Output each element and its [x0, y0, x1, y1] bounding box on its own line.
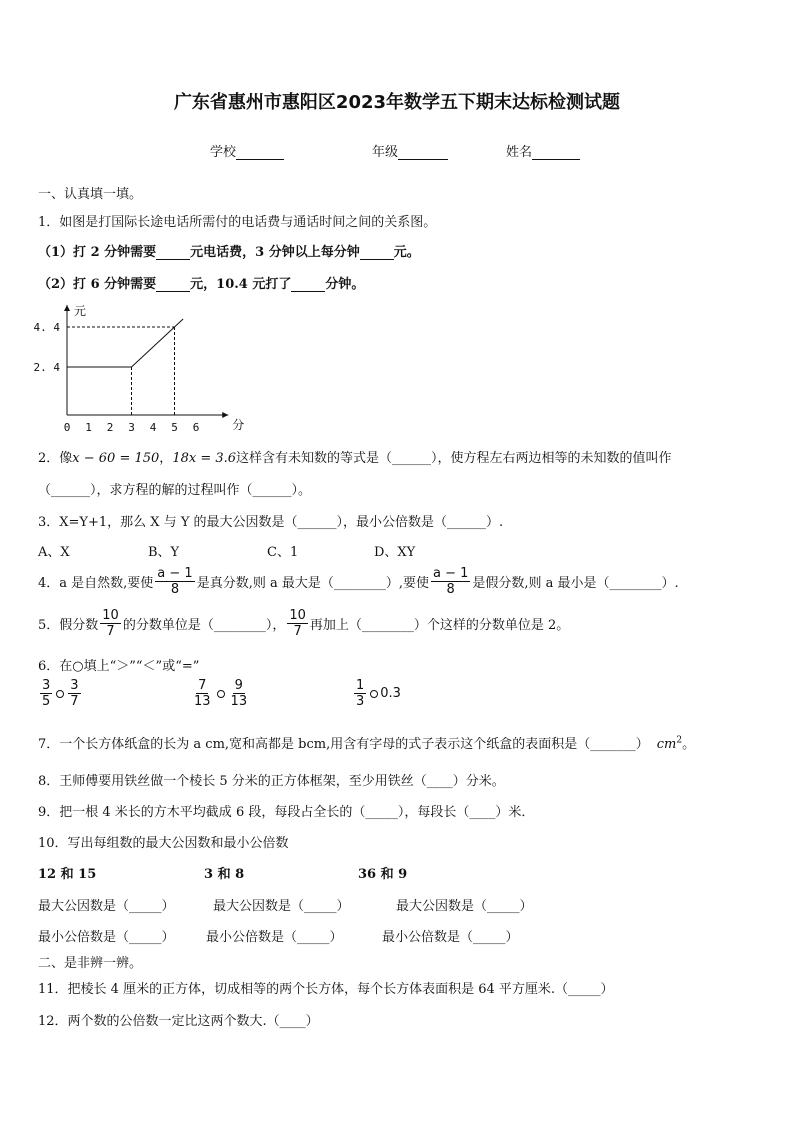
q8-text: 8．王师傅要用铁丝做一个棱长 5 分米的正方体框架，至少用铁丝（____）分米。: [38, 774, 505, 789]
y-tick-label: 4. 4: [33, 321, 60, 334]
q1-p2-blank1[interactable]: [156, 278, 190, 292]
q1-p2-text-a: （2）打 6 分钟需要: [38, 277, 157, 292]
q4-text-a: 4．a 是自然数,要使: [38, 576, 154, 591]
q3-option-b[interactable]: B、Y: [148, 545, 180, 560]
q6-compare-3: $\frac{1}{3}$ 0.3: [356, 678, 401, 709]
x-axis-label: 分: [232, 418, 245, 432]
q5-text-b: 的分数单位是（________），: [122, 618, 286, 633]
q1-p2-text-b: 元，10.4 元打了: [190, 277, 292, 292]
q10-group-3: 36 和 9: [358, 867, 408, 882]
q10-gcd-1[interactable]: 最大公因数是（_____）: [38, 899, 175, 914]
q10-group-2: 3 和 8: [204, 867, 245, 882]
q4-line: [38, 566, 679, 597]
q1-part1: [38, 241, 420, 260]
q5-fraction-1: $\frac{10}{7}$: [102, 608, 119, 639]
q1-p2-blank2[interactable]: [291, 278, 325, 292]
q1-p1-text-b: 元电话费，3 分钟以上每分钟: [190, 245, 360, 260]
section-2-heading: 二、是非辨一辨。: [38, 956, 143, 971]
q10-lcm-3[interactable]: 最小公倍数是（_____）: [382, 930, 519, 945]
school-label: 学校: [210, 145, 237, 160]
x-tick-label: 1: [85, 421, 92, 434]
q1-p1-blank2[interactable]: [360, 246, 394, 260]
q2-sep: ，: [159, 451, 173, 466]
phone-fee-chart: [30, 300, 250, 440]
name-label: 姓名: [506, 145, 533, 160]
q1-stem: 1．如图是打国际长途电话所需付的电话费与通话时间之间的关系图。: [38, 215, 437, 230]
x-axis-arrow-icon: [222, 412, 228, 418]
q7-text: 7．一个长方体纸盒的长为 a cm,宽和高都是 bcm,用含有字母的式子表示这个纸盒的表面积是（_______）: [38, 737, 649, 752]
q10-lcm-1[interactable]: 最小公倍数是（_____）: [38, 930, 175, 945]
x-tick-label: 2: [106, 421, 114, 434]
q5-line: [38, 608, 569, 639]
q1-p1-blank1[interactable]: [156, 246, 190, 260]
q4-fraction-2: $\frac{a - 1}{8}$: [432, 566, 469, 597]
q10-stem: 10．写出每组数的最大公因数和最小公倍数: [38, 836, 289, 851]
q2-text-a: 2．像: [38, 451, 73, 466]
q10-gcd-3[interactable]: 最大公因数是（_____）: [396, 899, 533, 914]
name-field[interactable]: [506, 141, 580, 160]
q9-text: 9．把一根 4 米长的方木平均截成 6 段，每段占全长的（_____），每段长（____）米．: [38, 805, 535, 820]
q4-text-c: 是假分数,则 a 最小是（________）.: [472, 576, 679, 591]
fee-series-line: [67, 319, 183, 367]
q2-equation-1: x − 60 = 150: [72, 451, 160, 466]
school-field[interactable]: [210, 141, 284, 160]
y-axis-label: 元: [74, 304, 87, 318]
q3-option-c[interactable]: C、1: [267, 545, 299, 560]
x-tick-label: 3: [128, 421, 135, 434]
x-tick-label: 4: [149, 421, 157, 434]
compare-circle[interactable]: [217, 690, 225, 698]
q5-text-c: 再加上（________）个这样的分数单位是 2。: [309, 618, 570, 633]
q1-p1-text-a: （1）打 2 分钟需要: [38, 245, 157, 260]
compare-circle[interactable]: [56, 690, 64, 698]
q11-text: 11．把棱长 4 厘米的正方体，切成相等的两个长方体，每个长方体表面积是 64 平方厘米.（_____）: [38, 982, 614, 997]
y-axis-arrow-icon: [64, 305, 70, 311]
q10-lcm-2[interactable]: 最小公倍数是（_____）: [206, 930, 343, 945]
x-tick-label: 5: [171, 421, 178, 434]
grade-field[interactable]: [372, 141, 448, 160]
x-tick-label: 6: [192, 421, 200, 434]
q2-line1: [38, 447, 672, 466]
q1-part2: [38, 273, 364, 292]
x-tick-label: 0: [63, 421, 71, 434]
section-1-heading: 一、认真填一填。: [38, 187, 143, 202]
grade-label: 年级: [372, 145, 399, 160]
q3-option-d[interactable]: D、XY: [374, 545, 416, 560]
q3-stem: 3．X=Y+1，那么 X 与 Y 的最大公因数是（______），最小公倍数是（______）.: [38, 515, 504, 530]
q1-p1-text-c: 元。: [393, 245, 420, 260]
q1-p2-text-c: 分钟。: [325, 277, 365, 292]
q5-text-a: 5．假分数: [38, 618, 99, 633]
q6-stem: 6．在○填上“＞”“＜”或“=”: [38, 659, 200, 674]
q7-line: 7．一个长方体纸盒的长为 a cm,宽和高都是 bcm,用含有字母的式子表示这个纸盒的表面积是（_______） $cm^2$。: [38, 735, 696, 752]
q10-group-1: 12 和 15: [38, 867, 97, 882]
y-tick-label: 2. 4: [33, 361, 60, 374]
q4-fraction-1: $\frac{a - 1}{8}$: [157, 566, 193, 597]
q12-text: 12．两个数的公倍数一定比这两个数大.（____）: [38, 1014, 319, 1029]
q6-compare-2: $\frac{7}{13}$ $\frac{9}{13}$: [194, 678, 248, 709]
q3-option-a[interactable]: A、X: [38, 545, 70, 560]
q5-fraction-2: $\frac{10}{7}$: [289, 608, 306, 639]
q6-compare-1: $\frac{3}{5}$ $\frac{3}{7}$: [42, 678, 79, 709]
q2-equation-2: 18x = 3.6: [172, 451, 237, 466]
q2-text-b: 这样含有未知数的等式是（______），使方程左右两边相等的未知数的值叫作: [236, 451, 672, 466]
compare-circle[interactable]: [370, 690, 378, 698]
q2-line2: （______），求方程的解的过程叫作（______）。: [38, 483, 312, 498]
page-title: 广东省惠州市惠阳区2023年数学五下期末达标检测试题: [173, 92, 621, 113]
q10-gcd-2[interactable]: 最大公因数是（_____）: [213, 899, 350, 914]
q7-unit: cm: [656, 737, 677, 752]
q4-text-b: 是真分数,则 a 最大是（________）,要使: [196, 576, 429, 591]
